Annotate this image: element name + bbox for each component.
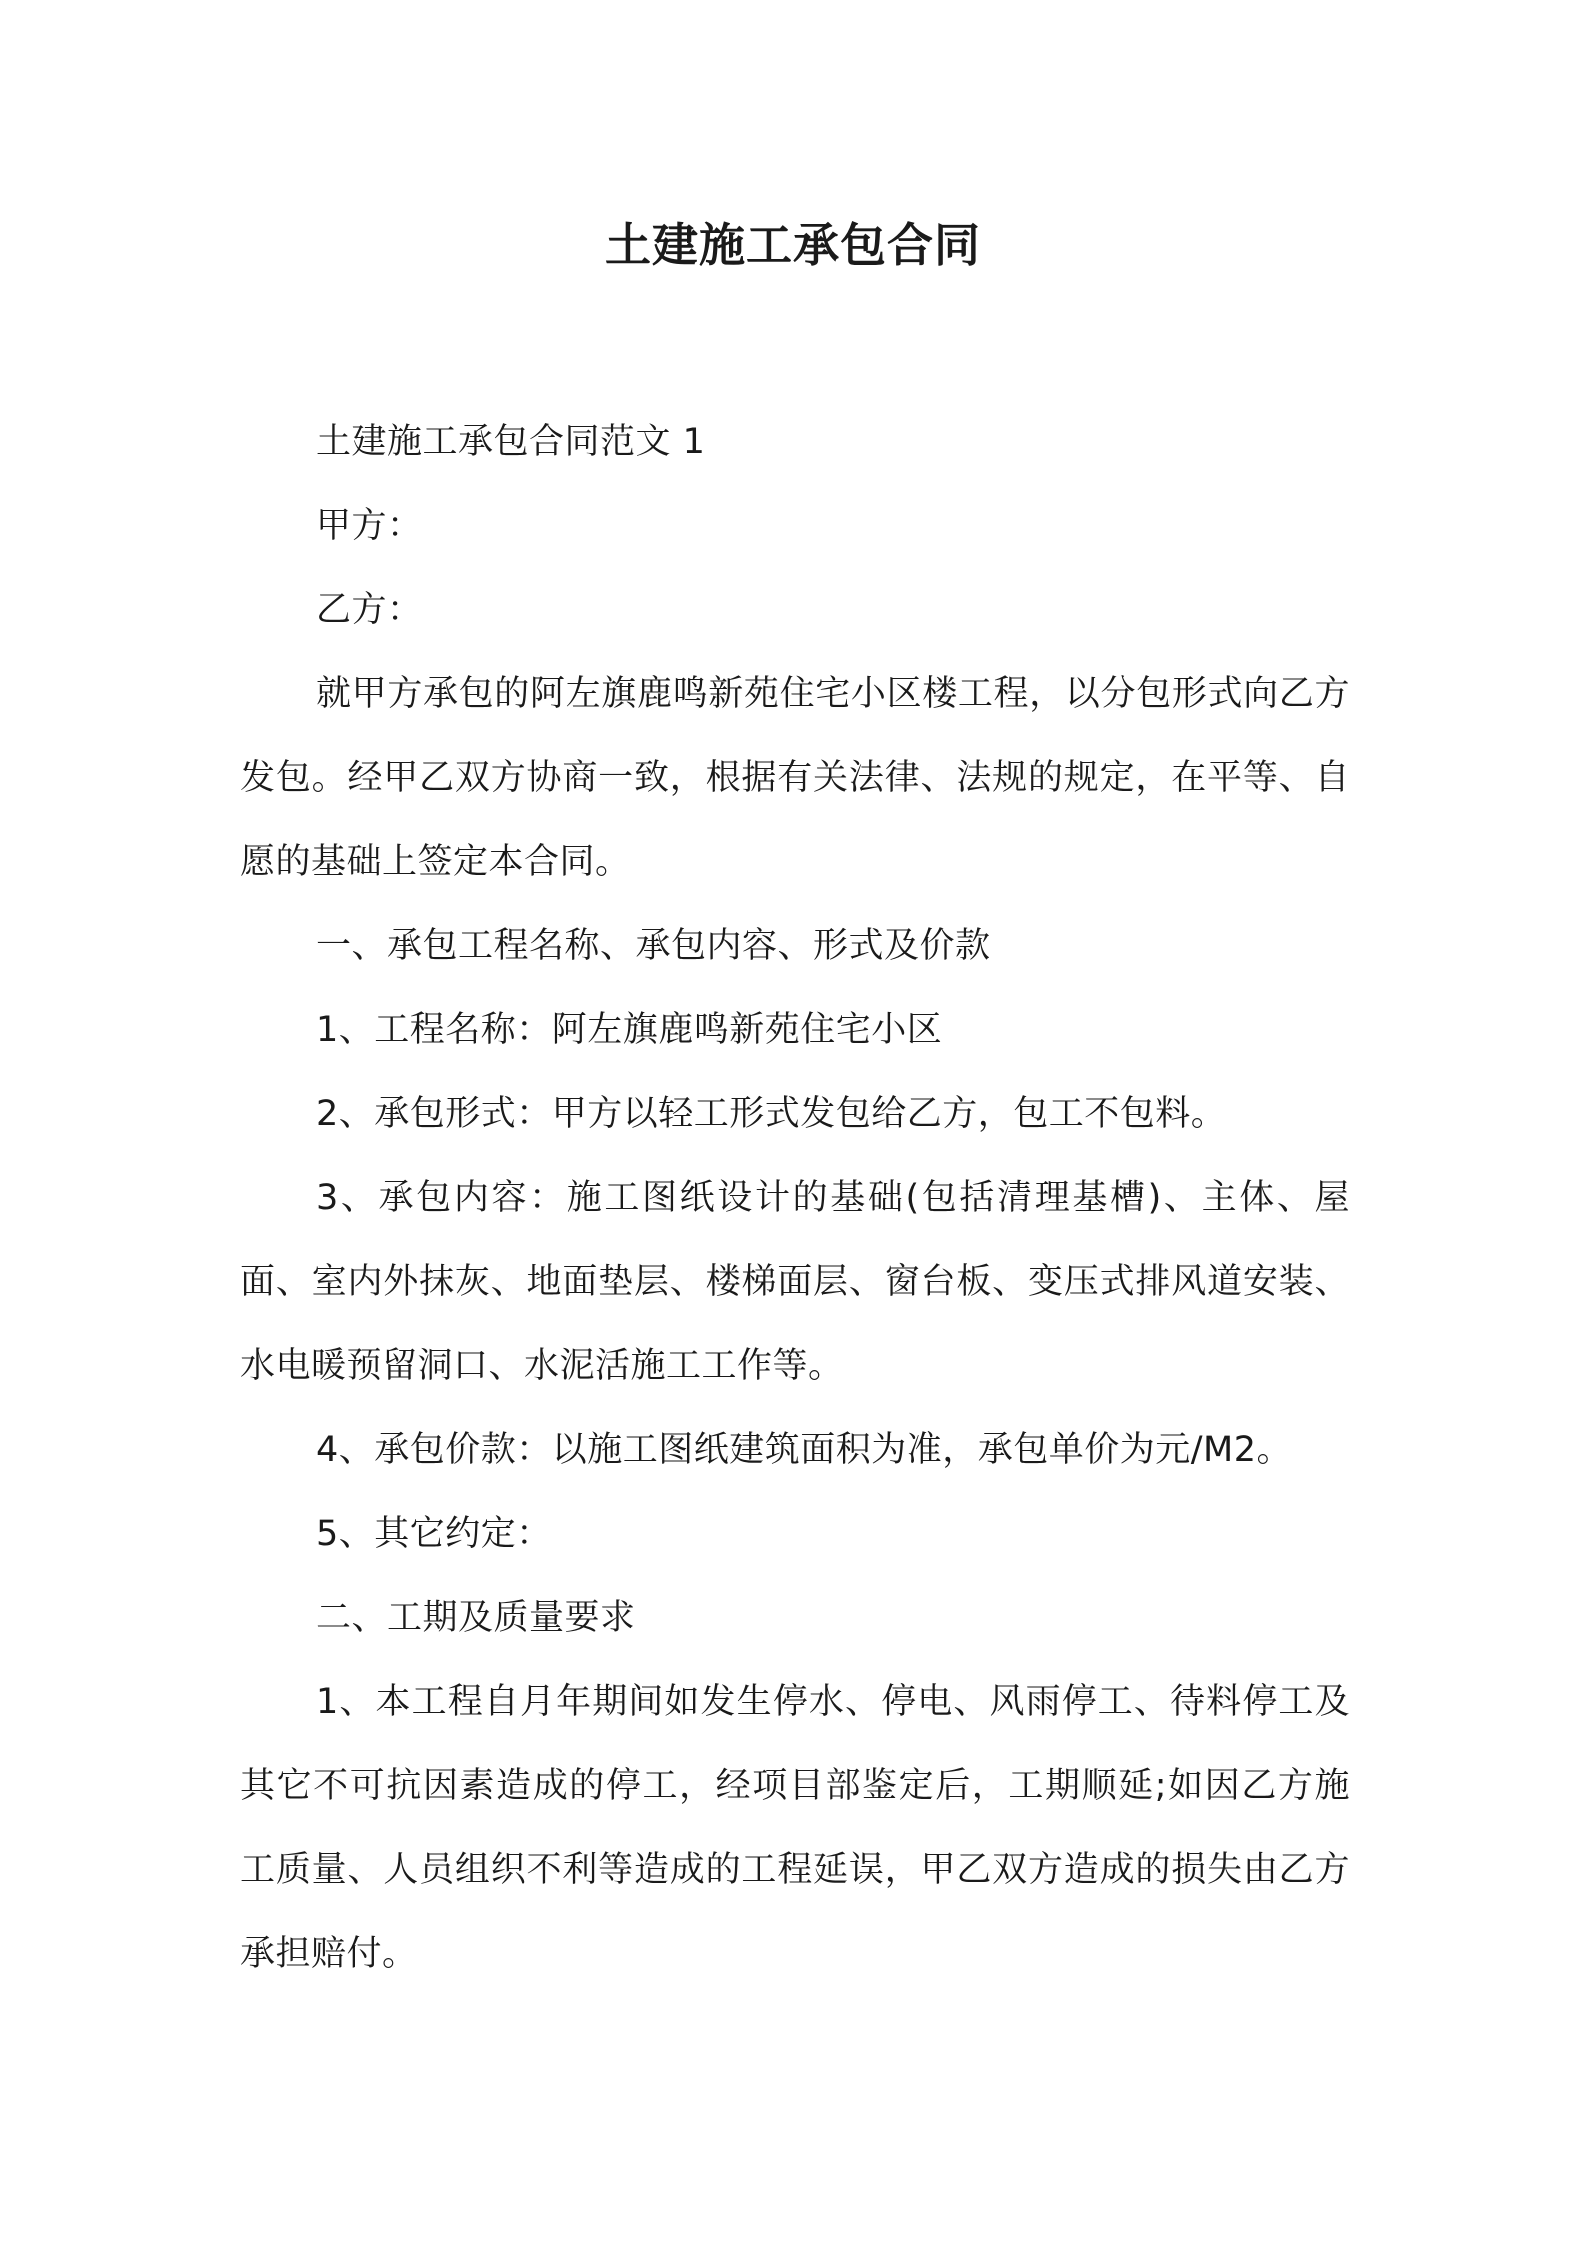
paragraph-preamble: 就甲方承包的阿左旗鹿鸣新苑住宅小区楼工程，以分包形式向乙方发包。经甲乙双方协商一致，根据有关法律、法规的规定，在平等、自愿的基础上签定本合同。 [240, 674, 1350, 882]
paragraph-subtitle: 土建施工承包合同范文 1 [316, 422, 706, 462]
document-title: 土建施工承包合同 [605, 218, 981, 272]
clause-2-1: 1、本工程自月年期间如发生停水、停电、风雨停工、待料停工及其它不可抗因素造成的停工，经项目部鉴定后，工期顺延;如因乙方施工质量、人员组织不利等造成的工程延误，甲乙双方造成的损失由乙方承担赔付。 [240, 1682, 1350, 1974]
document-body [240, 400, 1350, 1996]
clause-1-2: 2、承包形式：甲方以轻工形式发包给乙方，包工不包料。 [316, 1094, 1227, 1134]
clause-1-5: 5、其它约定： [316, 1514, 552, 1554]
clause-1-4: 4、承包价款：以施工图纸建筑面积为准，承包单价为元/M2。 [316, 1430, 1293, 1470]
clause-1-1: 1、工程名称：阿左旗鹿鸣新苑住宅小区 [316, 1010, 943, 1050]
paragraph-party-a: 甲方： [316, 506, 423, 546]
clause-1-3: 3、承包内容：施工图纸设计的基础(包括清理基槽)、主体、屋面、室内外抹灰、地面垫层、楼梯面层、窗台板、变压式排风道安装、水电暖预留洞口、水泥活施工工作等。 [240, 1178, 1350, 1386]
section-heading-1: 一、承包工程名称、承包内容、形式及价款 [316, 926, 991, 966]
section-heading-2: 二、工期及质量要求 [316, 1598, 636, 1638]
paragraph-party-b: 乙方： [316, 590, 423, 630]
